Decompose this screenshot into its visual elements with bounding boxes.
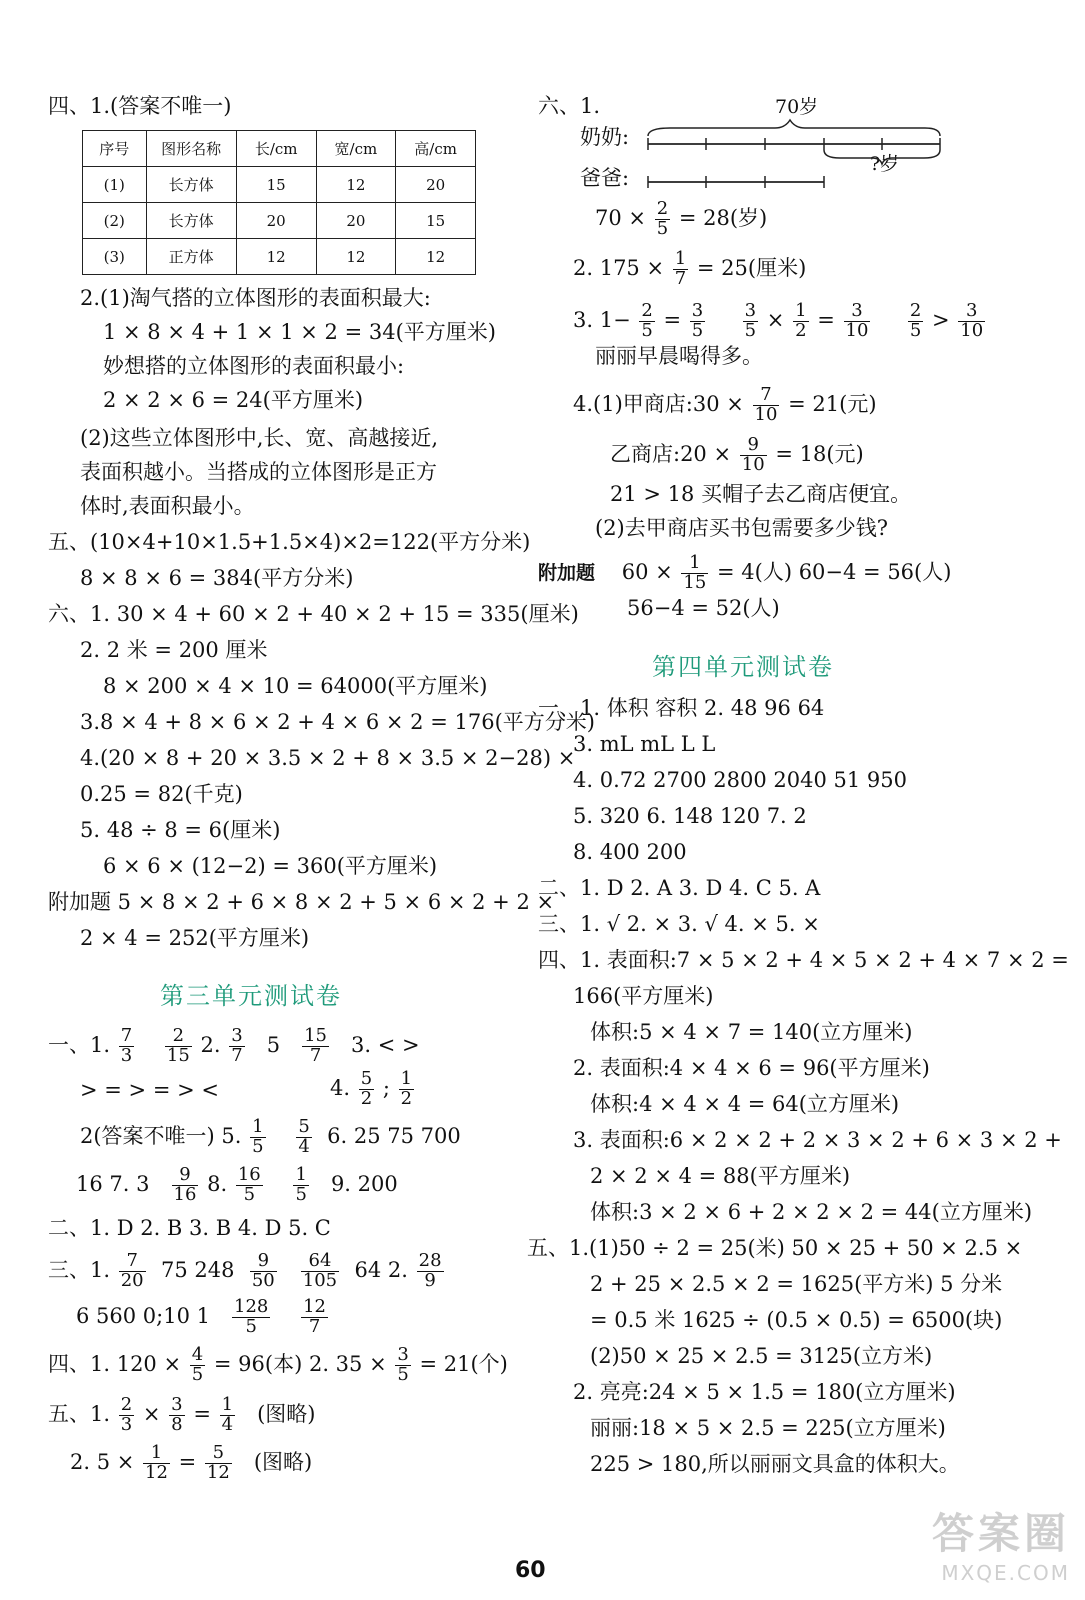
denominator: 5	[641, 319, 653, 341]
right-calc-5	[610, 436, 864, 475]
answer-text: 6. 25 75 700	[327, 1123, 461, 1148]
right-calc-3	[573, 302, 987, 341]
table-header-cell: 宽/cm	[316, 131, 396, 167]
fraction	[690, 302, 705, 341]
denominator: 10	[754, 403, 778, 425]
right-line: 8. 400 200	[573, 840, 687, 864]
denominator: 5	[397, 1363, 409, 1385]
fraction	[302, 1027, 329, 1066]
unit3-q1-row4	[76, 1166, 398, 1205]
table-cell: 正方体	[146, 239, 236, 275]
right-line: 5. 320 6. 148 120 7. 2	[573, 804, 807, 828]
answer-text: = 25(厘米)	[696, 255, 807, 280]
operator: =	[178, 1449, 197, 1474]
answer-text: 70 ×	[595, 205, 646, 230]
watermark-logo	[932, 1501, 1070, 1585]
operator: ×	[766, 307, 785, 332]
section-title-unit4: 第四单元测试卷	[652, 653, 834, 681]
fraction	[205, 1444, 232, 1483]
answer-text: = 28(岁)	[678, 205, 768, 230]
table-cell: 12	[396, 239, 476, 275]
fraction	[301, 1298, 328, 1337]
numerator: 1	[221, 1394, 234, 1415]
fraction	[639, 302, 654, 341]
page-number: 60	[515, 1558, 546, 1583]
fraction	[250, 1118, 265, 1157]
numerator: 3	[844, 302, 871, 322]
answer-text: 2. 175 ×	[573, 255, 665, 280]
denominator: 5	[252, 1135, 264, 1157]
numerator: 3	[691, 300, 704, 321]
unit3-q5-row1	[48, 1396, 315, 1435]
right-line: 3. mL mL L L	[573, 732, 716, 756]
answer-line: (2)这些立体图形中,长、宽、高越接近,	[80, 426, 439, 450]
numerator: 9	[740, 436, 767, 456]
numerator: 3	[744, 300, 757, 321]
table-header-cell: 长/cm	[236, 131, 316, 167]
right-line: 二、1. D 2. A 3. D 4. C 5. A	[538, 876, 821, 900]
operator: >	[931, 307, 950, 332]
unit3-q1-row3	[80, 1118, 461, 1157]
answer-text: 75 248	[161, 1257, 235, 1282]
right-line: 五、1.(1)50 ÷ 2 = 25(米) 50 × 25 + 50 × 2.5 ×	[527, 1236, 1023, 1260]
right-line: 166(平方厘米)	[573, 984, 714, 1008]
answer-text: 6 560 0;10 1	[76, 1303, 210, 1328]
answer-text: 5	[266, 1032, 281, 1057]
denominator: 12	[206, 1461, 230, 1483]
fraction	[229, 1027, 244, 1066]
right-line: 21 > 18 买帽子去乙商店便宜。	[610, 482, 912, 506]
denominator: 2	[795, 319, 807, 341]
unit3-q3-row1	[48, 1252, 446, 1291]
right-line: 一、1. 体积 容积 2. 48 96 64	[538, 696, 825, 720]
answer-line: 2. 2 米 = 200 厘米	[80, 638, 268, 662]
operator: =	[193, 1401, 211, 1426]
numerator: 128	[234, 1296, 269, 1317]
denominator: 8	[171, 1413, 183, 1435]
numerator: 4	[191, 1344, 204, 1365]
right-line: 2. 表面积:4 × 4 × 6 = 96(平方厘米)	[573, 1056, 930, 1080]
numerator: 1	[295, 1164, 307, 1185]
table-cell: 12	[236, 239, 316, 275]
numerator: 2	[909, 300, 922, 321]
numerator: 7	[119, 1252, 146, 1272]
table-cell: 15	[236, 167, 316, 203]
answer-text: = 4(人) 60−4 = 56(人)	[717, 559, 952, 584]
numerator: 1	[252, 1116, 264, 1137]
answer-line: 六、1. 30 × 4 + 60 × 2 + 40 × 2 + 15 = 335(厘米)	[48, 602, 579, 626]
segment-diagram	[640, 110, 950, 190]
fraction	[119, 1027, 134, 1066]
right-q6-heading: 六、1.	[538, 94, 601, 118]
watermark-line2: MXQE.COM	[941, 1561, 1070, 1585]
answer-line: 5. 48 ÷ 8 = 6(厘米)	[80, 818, 281, 842]
answer-line: 2 × 2 × 6 = 24(平方厘米)	[103, 388, 364, 412]
answer-line: 妙想搭的立体图形的表面积最小:	[103, 354, 405, 378]
table-cell: (1)	[83, 167, 147, 203]
fraction	[296, 1118, 311, 1157]
table-cell: 15	[396, 203, 476, 239]
diagram-dad-label: 爸爸:	[580, 166, 630, 190]
denominator: 5	[909, 319, 922, 341]
fraction	[844, 302, 871, 341]
table-header-cell: 高/cm	[396, 131, 476, 167]
top-brace	[648, 120, 940, 136]
numerator: 12	[303, 1296, 326, 1317]
denominator: 3	[120, 1044, 133, 1066]
fraction	[301, 1252, 339, 1291]
answer-text: 4.(1)甲商店:30 ×	[573, 391, 744, 416]
answer-text: = 21(元)	[788, 391, 877, 416]
denominator: 5	[191, 1363, 204, 1385]
table-header-cell: 图形名称	[146, 131, 236, 167]
answer-text: 2. 5 ×	[70, 1449, 135, 1474]
answer-text: 2(答案不唯一) 5.	[80, 1123, 242, 1148]
answer-text: = 21(个)	[419, 1351, 508, 1376]
table-cell: 20	[316, 203, 396, 239]
denominator: 2	[360, 1087, 373, 1109]
fraction	[165, 1027, 192, 1066]
table-cell: 20	[396, 167, 476, 203]
fraction	[395, 1346, 410, 1385]
table-cell: 12	[316, 167, 396, 203]
right-line: 2 × 2 × 4 = 88(平方厘米)	[590, 1164, 851, 1188]
fraction	[673, 250, 688, 289]
numerator: 1	[681, 554, 708, 574]
fraction	[293, 1166, 308, 1205]
numerator: 7	[120, 1025, 133, 1046]
fraction	[236, 1166, 263, 1205]
fraction	[169, 1396, 184, 1435]
fraction	[220, 1396, 235, 1435]
q-label: 三、1.	[48, 1257, 111, 1282]
table-cell: 20	[236, 203, 316, 239]
q-label: 一、1.	[48, 1032, 111, 1057]
table-header-cell: 序号	[83, 131, 147, 167]
unit3-q1-row2b	[330, 1070, 416, 1109]
q-label: 五、1.	[48, 1401, 111, 1426]
q-label: 8.	[207, 1171, 228, 1196]
table-cell: (3)	[83, 239, 147, 275]
answer-text: (图略)	[253, 1449, 313, 1474]
right-line: 丽丽早晨喝得多。	[595, 344, 763, 368]
numerator: 2	[165, 1027, 192, 1047]
denominator: 15	[683, 571, 707, 593]
fraction	[232, 1298, 270, 1337]
watermark-line1: 答案圈	[931, 1509, 1070, 1558]
numerator: 5	[205, 1444, 232, 1464]
fraction	[399, 1070, 414, 1109]
numerator: 2	[120, 1394, 133, 1415]
table-row	[83, 167, 476, 203]
answer-text: = 96(本) 2. 35 ×	[213, 1351, 387, 1376]
left-q4-heading: 四、1.(答案不唯一)	[48, 94, 232, 118]
unit3-q1-row2: > = > = > <	[80, 1078, 219, 1102]
answer-text: = 18(元)	[775, 441, 864, 466]
fraction	[119, 1396, 134, 1435]
numerator: 1	[143, 1444, 170, 1464]
numerator: 1	[674, 248, 687, 269]
unit3-q5-row2	[70, 1444, 312, 1483]
table-cell: 12	[316, 239, 396, 275]
table-cell: 长方体	[146, 203, 236, 239]
numerator: 15	[304, 1025, 328, 1046]
right-line: 225 > 180,所以丽丽文具盒的体积大。	[590, 1452, 960, 1476]
operator: =	[663, 307, 682, 332]
answer-text: 64 2.	[354, 1257, 408, 1282]
answer-line: 2.(1)淘气搭的立体图形的表面积最大:	[80, 286, 431, 310]
table-cell: 长方体	[146, 167, 236, 203]
numerator: 1	[795, 300, 807, 321]
right-line: 四、1. 表面积:7 × 5 × 2 + 4 × 5 × 2 + 4 × 7 × 2 =	[538, 948, 1069, 972]
answer-text: 乙商店:20 ×	[610, 441, 732, 466]
unit3-q2: 二、1. D 2. B 3. B 4. D 5. C	[48, 1216, 331, 1240]
right-line: 2. 亮亮:24 × 5 × 1.5 = 180(立方厘米)	[573, 1380, 956, 1404]
right-line: 3. 表面积:6 × 2 × 2 + 2 × 3 × 2 + 6 × 3 × 2 +	[573, 1128, 1062, 1152]
denominator: 5	[245, 1315, 257, 1337]
numerator: 3	[397, 1344, 409, 1365]
denominator: 7	[231, 1044, 243, 1066]
denominator: 10	[741, 453, 765, 475]
fraction	[958, 302, 985, 341]
denominator: 5	[295, 1183, 307, 1205]
denominator: 50	[251, 1269, 275, 1291]
numerator: 64	[301, 1252, 339, 1272]
fraction	[681, 554, 708, 593]
numerator: 16	[237, 1164, 261, 1185]
fraction	[908, 302, 923, 341]
right-line: (2)去甲商店买书包需要多少钱?	[595, 516, 889, 540]
denominator: 10	[960, 319, 984, 341]
right-calc-1	[595, 200, 767, 239]
fraction	[743, 302, 758, 341]
denominator: 16	[173, 1183, 197, 1205]
answer-table	[82, 130, 476, 275]
answer-text: ;	[382, 1075, 390, 1100]
fraction	[250, 1252, 277, 1291]
fraction	[753, 386, 780, 425]
answer-line: 3.8 × 4 + 8 × 6 × 2 + 4 × 6 × 2 = 176(平方分米)	[80, 710, 595, 734]
denominator: 10	[845, 319, 869, 341]
denominator: 15	[166, 1044, 190, 1066]
numerator: 3	[231, 1025, 243, 1046]
q-label: 2.	[200, 1032, 221, 1057]
bottom-brace	[824, 150, 940, 164]
fraction	[119, 1252, 146, 1291]
denominator: 7	[309, 1044, 322, 1066]
denominator: 5	[656, 217, 669, 239]
answer-text: 16 7. 3	[76, 1171, 150, 1196]
right-line: 56−4 = 52(人)	[627, 596, 780, 620]
answer-text: 3. 1−	[573, 307, 631, 332]
answer-line: 0.25 = 82(千克)	[80, 782, 243, 806]
denominator: 5	[243, 1183, 256, 1205]
denominator: 5	[744, 319, 757, 341]
answer-line: 体时,表面积最小。	[80, 494, 255, 518]
right-line: 体积:5 × 4 × 7 = 140(立方厘米)	[590, 1020, 913, 1044]
right-bonus-row	[538, 554, 951, 593]
right-calc-2	[573, 250, 806, 289]
operator: =	[817, 307, 835, 332]
table-row	[83, 203, 476, 239]
table-header-row	[83, 131, 476, 167]
right-line: 三、1. √ 2. × 3. √ 4. × 5. ×	[538, 912, 820, 936]
answer-line: 1 × 8 × 4 + 1 × 1 × 2 = 34(平方厘米)	[103, 320, 496, 344]
answer-line: 2 × 4 = 252(平方厘米)	[80, 926, 310, 950]
denominator: 7	[674, 267, 687, 289]
answer-line: 8 × 200 × 4 × 10 = 64000(平方厘米)	[103, 674, 488, 698]
fraction	[359, 1070, 374, 1109]
unit3-q1-row1	[48, 1027, 420, 1066]
fraction	[190, 1346, 205, 1385]
answer-text: 四、1. 120 ×	[48, 1351, 182, 1376]
table-row	[83, 239, 476, 275]
answer-line: 6 × 6 × (12−2) = 360(平方厘米)	[103, 854, 438, 878]
table-cell: (2)	[83, 203, 147, 239]
diagram-top-label: 70岁	[775, 96, 819, 118]
answer-text: 9. 200	[330, 1171, 398, 1196]
denominator: 9	[424, 1269, 436, 1291]
numerator: 3	[958, 302, 985, 322]
diagram-question-label: ?岁	[870, 153, 900, 175]
numerator: 9	[250, 1252, 277, 1272]
right-line: 4. 0.72 2700 2800 2040 51 950	[573, 768, 907, 792]
denominator: 12	[145, 1461, 168, 1483]
answer-line: 4.(20 × 8 + 20 × 3.5 × 2 + 8 × 3.5 × 2−28) ×	[80, 746, 576, 770]
fraction	[655, 200, 670, 239]
fraction	[172, 1166, 199, 1205]
denominator: 7	[308, 1315, 321, 1337]
diagram-grandma-label: 奶奶:	[580, 125, 630, 149]
answer-line: 附加题 5 × 8 × 2 + 6 × 8 × 2 + 5 × 6 × 2 + 2 ×	[48, 890, 555, 914]
numerator: 9	[172, 1166, 199, 1186]
fraction	[143, 1444, 170, 1483]
answer-text: 3. < >	[351, 1032, 420, 1057]
answer-line: 8 × 8 × 6 = 384(平方分米)	[80, 566, 354, 590]
denominator: 20	[120, 1269, 144, 1291]
denominator: 105	[302, 1269, 338, 1291]
numerator: 3	[171, 1394, 183, 1415]
numerator: 5	[298, 1116, 310, 1137]
right-line: 2 + 25 × 2.5 × 2 = 1625(平方米) 5 分米	[590, 1272, 1003, 1296]
answer-text: (图略)	[257, 1401, 316, 1426]
unit3-q3-row2	[76, 1298, 330, 1337]
denominator: 5	[691, 319, 704, 341]
numerator: 5	[360, 1068, 373, 1089]
right-line: 丽丽:18 × 5 × 2.5 = 225(立方厘米)	[590, 1416, 946, 1440]
fraction	[417, 1252, 444, 1291]
section-title-unit3: 第三单元测试卷	[160, 982, 342, 1010]
unit3-q4	[48, 1346, 508, 1385]
numerator: 2	[656, 198, 669, 219]
q-label: 4.	[330, 1075, 351, 1100]
numerator: 7	[753, 386, 780, 406]
right-calc-4	[573, 386, 877, 425]
answer-line: 五、(10×4+10×1.5+1.5×4)×2=122(平方分米)	[48, 530, 531, 554]
denominator: 4	[221, 1413, 234, 1435]
right-line: 体积:3 × 2 × 6 + 2 × 2 × 2 = 44(立方厘米)	[590, 1200, 1033, 1224]
numerator: 1	[400, 1068, 413, 1089]
operator: ×	[142, 1401, 161, 1426]
numerator: 28	[418, 1250, 442, 1271]
fraction	[740, 436, 767, 475]
right-line: = 0.5 米 1625 ÷ (0.5 × 0.5) = 6500(块)	[590, 1308, 1003, 1332]
denominator: 4	[298, 1135, 310, 1157]
bonus-label: 附加题	[538, 561, 596, 584]
numerator: 2	[641, 300, 653, 321]
answer-line: 表面积越小。当搭成的立体图形是正方	[80, 460, 437, 484]
right-line: 体积:4 × 4 × 4 = 64(立方厘米)	[590, 1092, 900, 1116]
fraction	[793, 302, 808, 341]
denominator: 2	[400, 1087, 413, 1109]
denominator: 3	[120, 1413, 133, 1435]
answer-text: 60 ×	[621, 559, 673, 584]
right-line: (2)50 × 25 × 2.5 = 3125(立方米)	[590, 1344, 933, 1368]
